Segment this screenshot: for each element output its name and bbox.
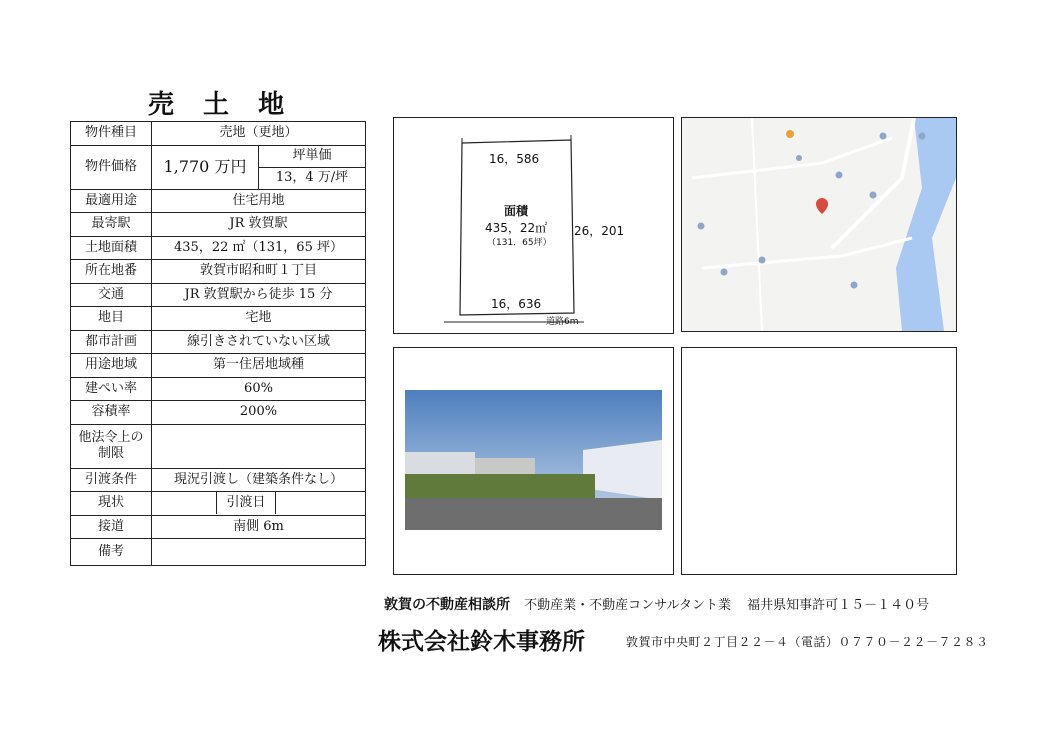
station-label: 最寄駅	[71, 213, 152, 237]
plot-road-label: 道路6m	[546, 317, 579, 327]
use-label: 最適用途	[71, 189, 152, 213]
zone-label: 用途地域	[71, 354, 152, 378]
use-value: 住宅用地	[152, 189, 366, 213]
plot-area-heading: 面積	[504, 204, 529, 218]
table-row	[71, 424, 366, 468]
handover-date-value	[276, 492, 365, 514]
footer-consult: 敦賀の不動産相談所	[384, 597, 510, 613]
type-label: 物件種目	[71, 122, 152, 146]
company-address: 敦賀市中央町２丁目２２－４（電話）０７７０－２２－７２８３	[626, 635, 989, 649]
page-title: 売 土 地	[148, 90, 295, 120]
plot-area-tsubo: （131．65坪）	[487, 238, 552, 248]
table-row	[71, 145, 366, 167]
table-row	[71, 307, 366, 331]
far-label: 容積率	[71, 401, 152, 425]
coverage-label: 建ぺい率	[71, 377, 152, 401]
far-value: 200%	[152, 401, 366, 425]
otherlaw-value	[152, 424, 366, 468]
table-row	[71, 330, 366, 354]
tsubo-label: 坪単価	[259, 145, 366, 167]
table-row	[71, 492, 366, 516]
plot-side-length: 26，201	[574, 224, 625, 238]
table-row	[71, 354, 366, 378]
city-label: 都市計画	[71, 330, 152, 354]
map-poi	[851, 282, 858, 289]
map-poi	[870, 192, 877, 199]
table-row	[71, 539, 366, 566]
photo-grass	[405, 474, 595, 500]
status-value	[152, 492, 217, 514]
table-row	[71, 401, 366, 425]
area-value: 435，22 ㎡（131，65 坪）	[152, 236, 366, 260]
status-label: 現状	[71, 492, 152, 516]
photo-road	[405, 498, 662, 530]
table-row	[71, 213, 366, 237]
photo-frame	[393, 347, 674, 575]
tsubo-value: 13，4 万/坪	[259, 167, 366, 189]
map-frame	[681, 117, 957, 332]
table-row	[71, 283, 366, 307]
table-row	[71, 515, 366, 539]
table-row	[71, 377, 366, 401]
zone-value: 第一住居地域種	[152, 354, 366, 378]
footer-business-line	[384, 594, 929, 614]
map-poi	[919, 133, 926, 140]
station-value: JR 敦賀駅	[152, 213, 366, 237]
table-row	[71, 236, 366, 260]
road-label: 接道	[71, 515, 152, 539]
road-value: 南側 6m	[152, 515, 366, 539]
notes-value	[152, 539, 366, 566]
site-photo	[405, 390, 662, 530]
map-poi	[836, 172, 843, 179]
price-label: 物件価格	[71, 145, 152, 189]
price-value: 1,770 万円	[152, 145, 259, 189]
transit-value: JR 敦賀駅から徒歩 15 分	[152, 283, 366, 307]
map-poi	[796, 155, 802, 161]
plot-area-value: 435，22㎡	[485, 221, 548, 235]
address-label: 所在地番	[71, 260, 152, 284]
property-spec-table	[70, 121, 366, 566]
coverage-value: 60%	[152, 377, 366, 401]
footer-license: 福井県知事許可１５－１４０号	[747, 598, 930, 613]
type-value: 売地（更地）	[152, 122, 366, 146]
handover-date-label: 引渡日	[217, 492, 276, 514]
map-poi	[698, 223, 705, 230]
footer-business: 不動産業・不動産コンサルタント業	[524, 598, 731, 613]
map-poi	[786, 130, 794, 138]
otherlaw-label: 他法令上の制限	[71, 424, 152, 468]
area-label: 土地面積	[71, 236, 152, 260]
map-poi	[721, 269, 728, 276]
company-name: 株式会社鈴木事務所	[378, 628, 585, 655]
map-poi	[759, 257, 766, 264]
table-row	[71, 189, 366, 213]
table-row	[71, 260, 366, 284]
table-row	[71, 468, 366, 492]
plot-top-width: 16，586	[489, 152, 540, 166]
map-poi	[880, 133, 887, 140]
plot-diagram-frame	[393, 117, 674, 334]
landcat-label: 地目	[71, 307, 152, 331]
handover-label: 引渡条件	[71, 468, 152, 492]
empty-frame	[681, 347, 957, 575]
city-value: 線引きされていない区域	[152, 330, 366, 354]
notes-label: 備考	[71, 539, 152, 566]
location-map	[682, 118, 956, 331]
table-row	[71, 122, 366, 146]
transit-label: 交通	[71, 283, 152, 307]
address-value: 敦賀市昭和町１丁目	[152, 260, 366, 284]
plot-bottom-width: 16，636	[491, 297, 542, 311]
landcat-value: 宅地	[152, 307, 366, 331]
handover-value: 現況引渡し（建築条件なし）	[152, 468, 366, 492]
